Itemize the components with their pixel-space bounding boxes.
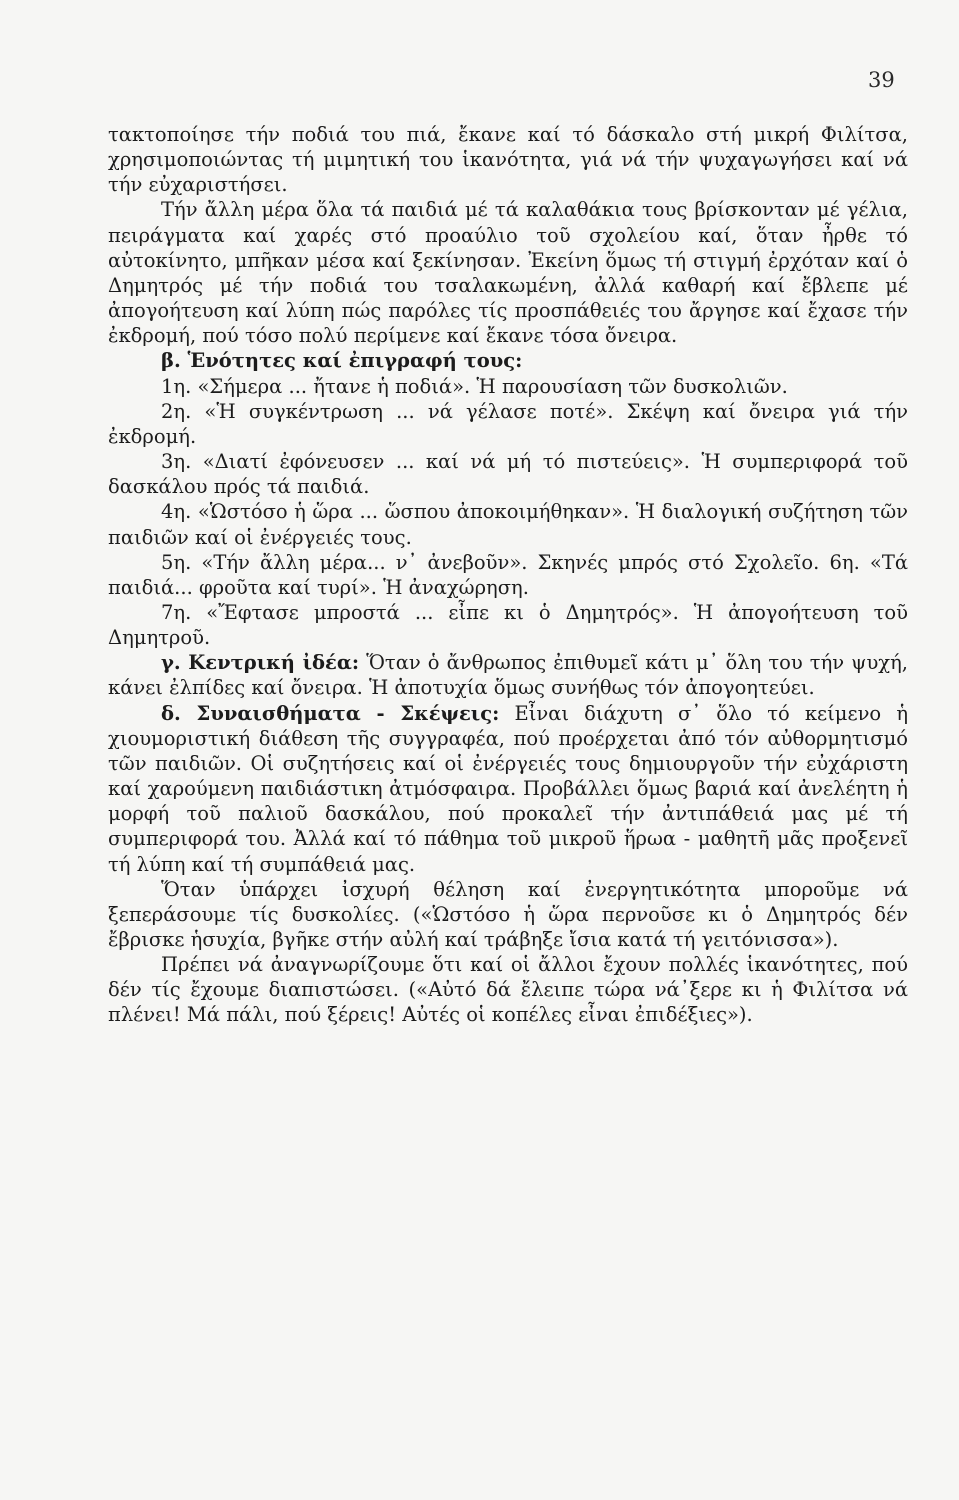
section-d-label: δ. Συναισθήματα - Σκέψεις: xyxy=(161,701,500,725)
unit-1: 1η. «Σήμερα ... ἤτανε ἡ ποδιά». Ἡ παρουσίαση τῶν δυσκολιῶν. xyxy=(161,374,788,398)
page-number: 39 xyxy=(868,68,895,92)
page-content xyxy=(108,122,908,1028)
section-d xyxy=(108,701,908,877)
unit-7: 7η. «Ἔφτασε μπροστά ... εἶπε κι ὁ Δημητρός». Ἡ ἀπογοήτευση τοῦ Δημητροῦ. xyxy=(108,600,908,650)
paragraph-1: τακτοποίησε τήν ποδιά του πιά, ἔκανε καί τό δάσκαλο στή μικρή Φιλίτσα, χρησιμοποιώντας τή μιμητική του ἱκανότητα, γιά νά τήν ψυχαγωγήσει καί νά τήν εὐχαριστήσει. xyxy=(108,123,908,197)
paragraph-2: Τήν ἄλλη μέρα ὅλα τά παιδιά μέ τά καλαθάκια τους βρίσκονταν μέ γέλια, πειράγματα καί χαρές στό προαύλιο τοῦ σχολείου καί, ὅταν ἦρθε τό αὐτοκίνητο, μπῆκαν μέσα καί ξεκίνησαν. Ἐκείνη ὅμως τή στιγμή ἐρχόταν καί ὁ Δημητρός μέ τήν ποδιά του τσαλακωμένη, ἀλλά καθαρή καί ἔβλεπε μέ ἀπογοήτευση καί λύπη πώς παρόλες τίς προσπάθειές του ἄργησε καί ἔχασε τήν ἐκδρομή, πού τόσο πολύ περίμενε καί ἔκανε τόσα ὄνειρα. xyxy=(108,198,908,348)
section-d-paragraph-2: Ὅταν ὑπάρχει ἰσχυρή θέληση καί ἐνεργητικότητα μποροῦμε νά ξεπεράσουμε τίς δυσκολίες. («Ὡστόσο ἡ ὥρα περνοῦσε κι ὁ Δημητρός δέν ἔβρισκε ἡσυχία, βγῆκε στήν αὐλή καί τράβηξε ἴσια κατά τή γειτόνισσα»). xyxy=(108,877,908,951)
section-b-title: β. Ἑνότητες καί ἐπιγραφή τους: xyxy=(161,349,523,373)
unit-3: 3η. «Διατί ἐφόνευσεν ... καί νά μή τό πιστεύεις». Ἡ συμπεριφορά τοῦ δασκάλου πρός τά παιδιά. xyxy=(108,450,908,499)
section-d-text: Εἶναι διάχυτη σ᾽ ὅλο τό κείμενο ἡ χιουμοριστική διάθεση τῆς συγγραφέα, πού προέρχεται ἀπό τόν αὐθορμητισμό τῶν παιδιῶν. Οἱ συζητήσεις καί οἱ ἐνέργειές τους δημιουργοῦν τήν εὐχάριστη καί χαρούμενη παιδιάστικη ἀτμόσφαιρα. Προβάλλει ὅμως βαριά καί ἀνελέητη ἡ μορφή τοῦ παλιοῦ δασκάλου, πού προκαλεῖ τήν ἀντιπάθειά μας μέ τή συμπεριφορά του. Ἀλλά καί τό πάθημα τοῦ μικροῦ ἥρωα - μαθητῆ μᾶς προξενεῖ τή λύπη καί τή συμπάθειά μας. xyxy=(108,701,908,876)
section-d-paragraph-3: Πρέπει νά ἀναγνωρίζουμε ὅτι καί οἱ ἄλλοι ἔχουν πολλές ἱκανότητες, πού δέν τίς ἔχουμε διαπιστώσει. («Αὐτό δά ἔλειπε τώρα νά᾽ξερε κι ἡ Φιλίτσα νά πλένει! Μά πάλι, πού ξέρεις! Αὐτές οἱ κοπέλες εἶναι ἐπιδέξιες»). xyxy=(108,953,908,1027)
section-c-text: Ὅταν ὁ ἄνθρωπος ἐπιθυμεῖ κάτι μ᾽ ὅλη του τήν ψυχή, κάνει ἐλπίδες καί ὄνειρα. Ἡ ἀποτυχία ὅμως συνήθως τόν ἀπογοητεύει. xyxy=(108,651,908,700)
section-c xyxy=(108,650,908,700)
unit-2: 2η. «Ἡ συγκέντρωση ... νά γέλασε ποτέ». Σκέψη καί ὄνειρα γιά τήν ἐκδρομή. xyxy=(108,399,908,448)
unit-4: 4η. «Ὡστόσο ἡ ὥρα ... ὥσπου ἀποκοιμήθηκαν». Ἡ διαλογική συζήτηση τῶν παιδιῶν καί οἱ ἐνέργειές τους. xyxy=(108,500,908,549)
section-c-label: γ. Κεντρική ἰδέα: xyxy=(161,651,360,675)
unit-5-6: 5η. «Τήν ἄλλη μέρα... ν᾽ ἀνεβοῦν». Σκηνές μπρός στό Σχολεῖο. 6η. «Τά παιδιά... φροῦτα καί τυρί». Ἡ ἀναχώρηση. xyxy=(108,550,908,599)
